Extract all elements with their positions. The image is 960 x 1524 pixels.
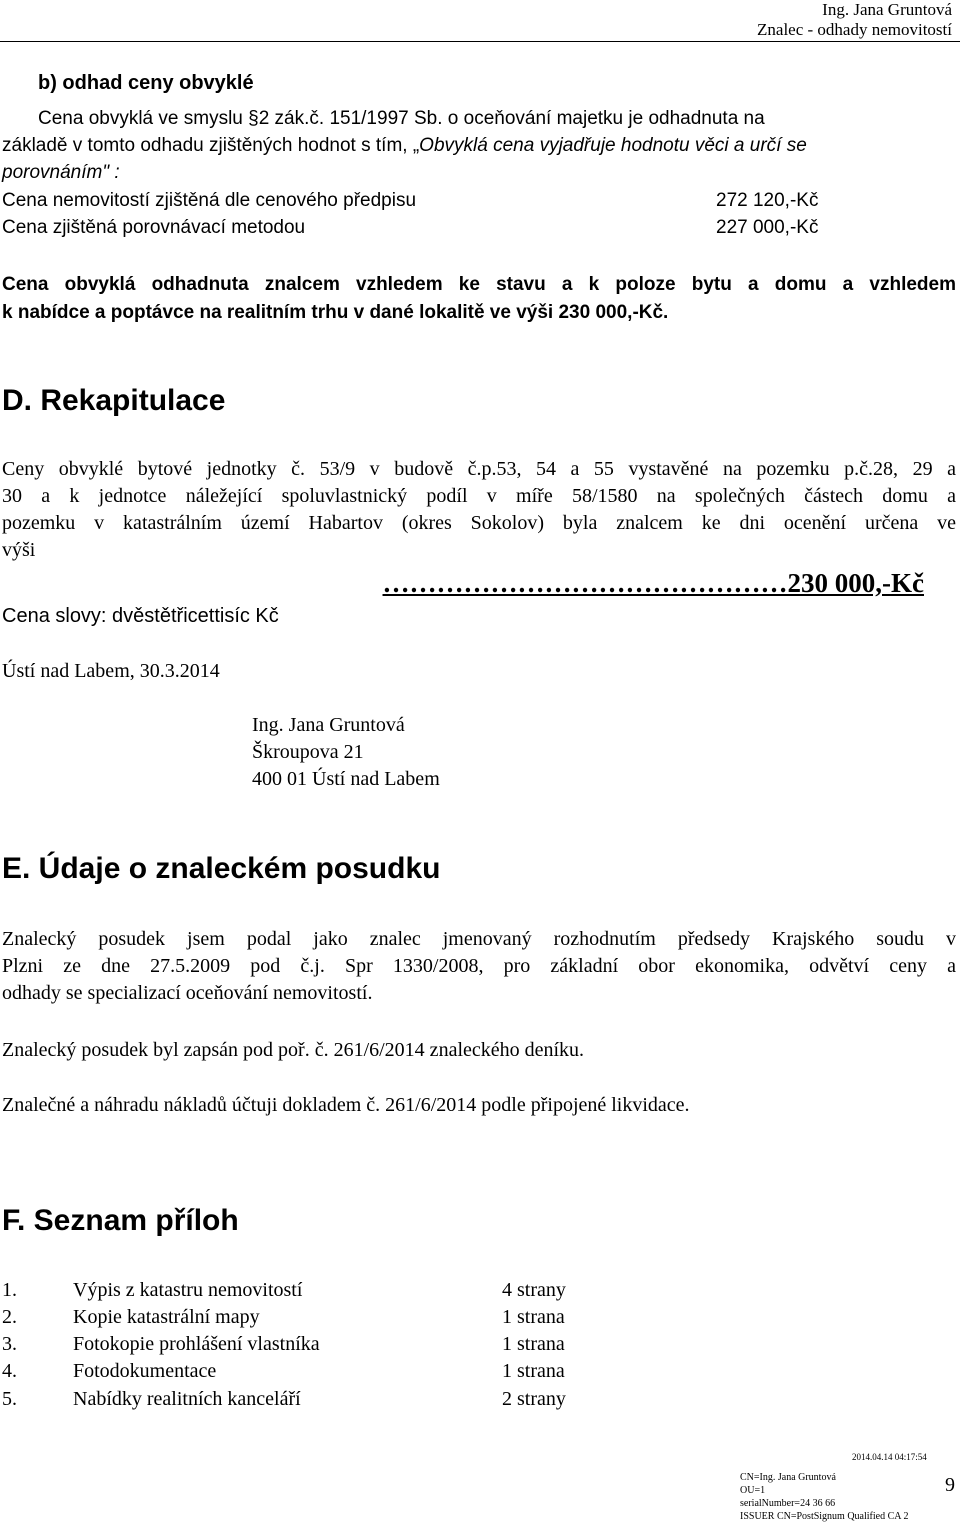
section-b-heading: b) odhad ceny obvyklé: [38, 72, 254, 94]
signer-street: Škroupova 21: [252, 741, 364, 763]
signer-name: Ing. Jana Gruntová: [252, 714, 405, 736]
attachment-num: 5.: [2, 1388, 17, 1410]
attachment-pages: 1 strana: [502, 1333, 565, 1355]
recap-line1: Ceny obvyklé bytové jednotky č. 53/9 v budově č.p.53, 54 a 55 vystavěné na pozemku p.č.28, 29 a: [2, 458, 956, 480]
attachment-pages: 2 strany: [502, 1388, 566, 1410]
section-b-intro-line1: Cena obvyklá ve smyslu §2 zák.č. 151/1997 Sb. o oceňování majetku je odhadnuta na: [38, 108, 765, 129]
expert-para1-line2: Plzni ze dne 27.5.2009 pod č.j. Spr 1330/2008, pro základní obor ekonomika, odvětví ceny a: [2, 955, 956, 977]
header-divider: [0, 41, 960, 42]
signature-timestamp: 2014.04.14 04:17:54: [852, 1452, 927, 1462]
signature-serial: serialNumber=24 36 66: [740, 1498, 836, 1509]
expert-para3: Znalečné a náhradu nákladů účtuji dokladem č. 261/6/2014 podle připojené likvidace.: [2, 1094, 690, 1116]
attachment-pages: 1 strana: [502, 1360, 565, 1382]
signature-cn: CN=Ing. Jana Gruntová: [740, 1472, 836, 1483]
intro-italic: Obvyklá cena vyjadřuje hodnotu věci a určí se: [419, 135, 807, 156]
section-d-heading: D. Rekapitulace: [2, 384, 226, 417]
attachment-num: 2.: [2, 1306, 17, 1328]
section-b-intro-line3: porovnáním" :: [2, 162, 120, 183]
section-b-intro-line2: [2, 135, 807, 157]
header-subtitle: Znalec - odhady nemovitostí: [757, 20, 952, 39]
attachment-name: Fotokopie prohlášení vlastníka: [73, 1333, 320, 1355]
expert-para1-line3: odhady se specializací oceňování nemovitostí.: [2, 982, 373, 1004]
attachment-num: 1.: [2, 1279, 17, 1301]
intro-plain: základě v tomto odhadu zjištěných hodnot s tím, „: [2, 135, 420, 156]
conclusion-line1: Cena obvyklá odhadnuta znalcem vzhledem ke stavu a k poloze bytu a domu a vzhledem: [2, 274, 956, 295]
signature-issuer: ISSUER CN=PostSignum Qualified CA 2: [740, 1511, 909, 1522]
recap-line2: 30 a k jednotce náležející spoluvlastnický podíl v míře 58/1580 na společných částech domu a: [2, 485, 956, 507]
price-in-words: Cena slovy: dvěstětřicettisíc Kč: [2, 605, 279, 627]
place-date: Ústí nad Labem, 30.3.2014: [2, 660, 220, 682]
expert-para2: Znalecký posudek byl zapsán pod poř. č. 261/6/2014 znaleckého deníku.: [2, 1039, 585, 1061]
section-f-heading: F. Seznam příloh: [2, 1204, 239, 1237]
conclusion-line2: k nabídce a poptávce na realitním trhu v dané lokalitě ve výši 230 000,-Kč.: [2, 302, 669, 323]
attachment-pages: 4 strany: [502, 1279, 566, 1301]
attachment-name: Kopie katastrální mapy: [73, 1306, 260, 1328]
price-row-label-2: Cena zjištěná porovnávací metodou: [2, 217, 306, 238]
signature-ou: OU=1: [740, 1485, 766, 1496]
price-row-label-1: Cena nemovitostí zjištěná dle cenového předpisu: [2, 190, 417, 211]
section-e-heading: E. Údaje o znaleckém posudku: [2, 852, 441, 885]
signer-city: 400 01 Ústí nad Labem: [252, 768, 440, 790]
attachment-name: Výpis z katastru nemovitostí: [73, 1279, 303, 1301]
attachment-name: Fotodokumentace: [73, 1360, 217, 1382]
attachment-num: 4.: [2, 1360, 17, 1382]
attachment-name: Nabídky realitních kanceláří: [73, 1388, 301, 1410]
attachment-num: 3.: [2, 1333, 17, 1355]
recap-line3: pozemku v katastrálním území Habartov (okres Sokolov) byla znalcem ke dni ocenění určena ve: [2, 512, 956, 534]
attachment-pages: 1 strana: [502, 1306, 565, 1328]
valuation-total: ………………………………………230 000,-Kč: [382, 568, 924, 598]
recap-line4: výši: [2, 539, 36, 561]
price-row-value-1: 272 120,-Kč: [716, 190, 819, 211]
header-author: Ing. Jana Gruntová: [822, 0, 952, 19]
price-row-value-2: 227 000,-Kč: [716, 217, 819, 238]
page-number: 9: [945, 1474, 955, 1496]
expert-para1-line1: Znalecký posudek jsem podal jako znalec jmenovaný rozhodnutím předsedy Krajského soudu v: [2, 928, 956, 950]
